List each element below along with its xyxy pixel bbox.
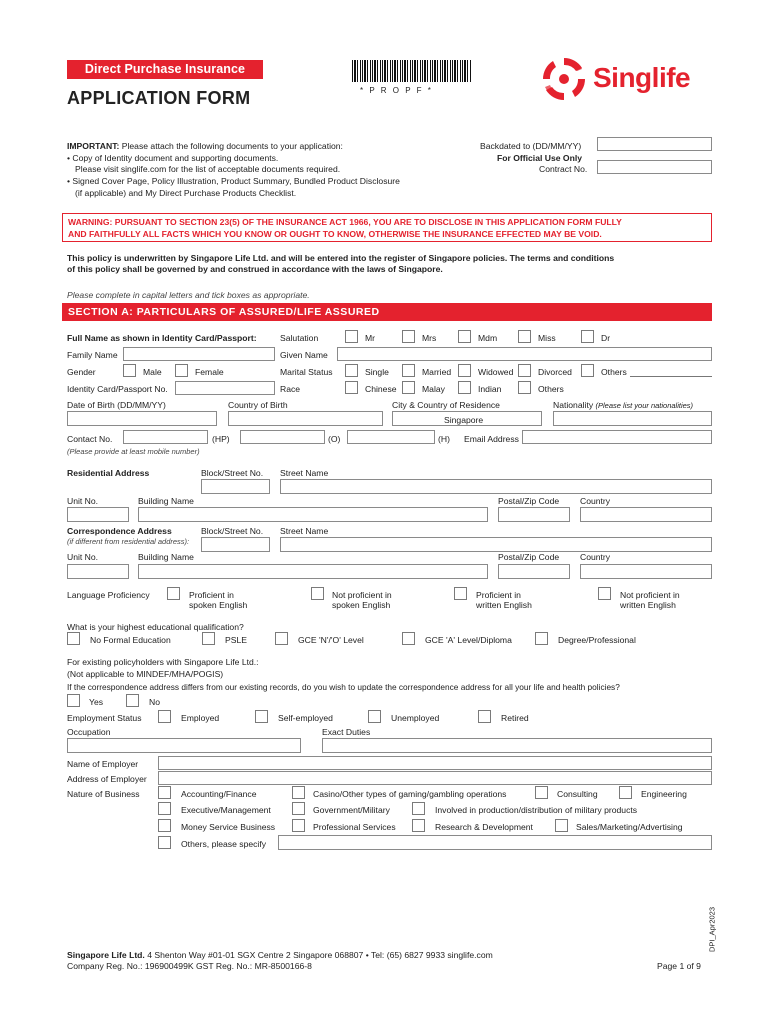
res-postal-label: Postal/Zip Code xyxy=(498,496,560,506)
footer-company-name: Singapore Life Ltd. xyxy=(67,950,145,960)
gender-female-label: Female xyxy=(195,367,224,377)
corr-building-field[interactable] xyxy=(138,564,488,579)
family-name-field[interactable] xyxy=(123,347,275,361)
full-name-label: Full Name as shown in Identity Card/Passport: xyxy=(67,333,257,343)
lang-written-proficient-b: written English xyxy=(476,600,532,610)
race-others-label: Others xyxy=(538,384,564,394)
edu-psle-label: PSLE xyxy=(225,635,247,645)
corr-postal-label: Postal/Zip Code xyxy=(498,552,560,562)
gender-label: Gender xyxy=(67,367,96,377)
family-name-label: Family Name xyxy=(67,350,118,360)
marital-single-label: Single xyxy=(365,367,389,377)
form-version-code: DPI_Apr2023 xyxy=(707,906,717,953)
important-label: IMPORTANT: xyxy=(67,141,120,151)
update-address-no-label: No xyxy=(149,697,160,707)
marital-others-line[interactable] xyxy=(630,376,712,377)
warning-line-2: AND FAITHFULLY ALL FACTS WHICH YOU KNOW OR OUGHT TO KNOW, OTHERWISE THE INSURANCE EFFECTED MAY BE VOID. xyxy=(68,229,602,239)
nb-consulting-label: Consulting xyxy=(557,789,598,799)
backdated-label: Backdated to (DD/MM/YY) xyxy=(480,141,582,151)
city-country-residence-label: City & Country of Residence xyxy=(392,400,500,410)
contact-home-field[interactable] xyxy=(347,430,435,444)
nb-casino-label: Casino/Other types of gaming/gambling operations xyxy=(313,789,507,799)
res-country-label: Country xyxy=(580,496,611,506)
race-malay-checkbox[interactable] xyxy=(402,381,415,394)
official-use-label: For Official Use Only xyxy=(497,153,583,163)
res-unit-field[interactable] xyxy=(67,507,129,522)
res-block-label: Block/Street No. xyxy=(201,468,264,478)
emp-retired-checkbox[interactable] xyxy=(478,710,491,723)
marital-divorced-checkbox[interactable] xyxy=(518,364,531,377)
important-line xyxy=(67,141,343,151)
emp-unemployed-checkbox[interactable] xyxy=(368,710,381,723)
nb-others-checkbox[interactable] xyxy=(158,836,171,849)
corr-street-field[interactable] xyxy=(280,537,712,552)
nb-sales-label: Sales/Marketing/Advertising xyxy=(576,822,683,832)
corr-building-label: Building Name xyxy=(138,552,194,562)
corr-country-label: Country xyxy=(580,552,611,562)
edu-gce-o-label: GCE 'N'/'O' Level xyxy=(298,635,364,645)
employer-address-field[interactable] xyxy=(158,771,712,785)
marital-single-checkbox[interactable] xyxy=(345,364,358,377)
page-title: APPLICATION FORM xyxy=(67,88,251,108)
res-building-label: Building Name xyxy=(138,496,194,506)
exact-duties-field[interactable] xyxy=(322,738,712,753)
nationality-field[interactable] xyxy=(553,411,712,426)
contract-no-label: Contract No. xyxy=(539,164,588,174)
nb-executive-checkbox[interactable] xyxy=(158,802,171,815)
gender-male-label: Male xyxy=(143,367,162,377)
salutation-mr-label: Mr xyxy=(365,333,376,343)
edu-gce-a-label: GCE 'A' Level/Diploma xyxy=(425,635,512,645)
residence-value: Singapore xyxy=(444,415,484,425)
lang-spoken-proficient-a: Proficient in xyxy=(189,590,234,600)
salutation-dr-label: Dr xyxy=(601,333,611,343)
race-label: Race xyxy=(280,384,301,394)
lang-written-not-proficient-b: written English xyxy=(620,600,676,610)
lang-spoken-proficient-b: spoken English xyxy=(189,600,248,610)
singlife-logo-text: Singlife xyxy=(593,62,691,93)
lang-written-proficient-checkbox[interactable] xyxy=(454,587,467,600)
edu-no-formal-label: No Formal Education xyxy=(90,635,171,645)
section-a-header: SECTION A: PARTICULARS OF ASSURED/LIFE ASSURED xyxy=(62,303,712,321)
edu-degree-label: Degree/Professional xyxy=(558,635,636,645)
emp-employed-checkbox[interactable] xyxy=(158,710,171,723)
notice-line-1: This policy is underwritten by Singapore Life Ltd. and will be entered into the register of Singapore policies. The terms and conditions xyxy=(67,253,615,263)
salutation-mdm-label: Mdm xyxy=(478,333,498,343)
important-text: Please attach the following documents to your application: xyxy=(119,141,343,151)
existing-policyholders-line-2: (Not applicable to MINDEF/MHA/POGIS) xyxy=(67,669,224,679)
nb-money-service-label: Money Service Business xyxy=(181,822,276,832)
edu-no-formal-checkbox[interactable] xyxy=(67,632,80,645)
race-indian-checkbox[interactable] xyxy=(458,381,471,394)
occupation-label: Occupation xyxy=(67,727,111,737)
salutation-miss-checkbox[interactable] xyxy=(518,330,531,343)
gender-male-checkbox[interactable] xyxy=(123,364,136,377)
salutation-mdm-checkbox[interactable] xyxy=(458,330,471,343)
corr-street-label: Street Name xyxy=(280,526,329,536)
nb-casino-checkbox[interactable] xyxy=(292,786,305,799)
existing-policyholders-question: If the correspondence address differs from our existing records, do you wish to update the correspondence address for all your life and health policies? xyxy=(67,682,620,692)
salutation-miss-label: Miss xyxy=(538,333,556,343)
nb-research-label: Research & Development xyxy=(435,822,533,832)
barcode-code: * P R O P F * xyxy=(360,86,433,95)
corr-block-field[interactable] xyxy=(201,537,270,552)
warning-line-1: WARNING: PURSUANT TO SECTION 23(5) OF THE INSURANCE ACT 1966, YOU ARE TO DISCLOSE IN THIS APPLICATION FORM FULLY xyxy=(68,217,622,227)
emp-unemployed-label: Unemployed xyxy=(391,713,440,723)
marital-married-checkbox[interactable] xyxy=(402,364,415,377)
res-street-label: Street Name xyxy=(280,468,329,478)
res-unit-label: Unit No. xyxy=(67,496,99,506)
salutation-mr-checkbox[interactable] xyxy=(345,330,358,343)
banner-direct-purchase: Direct Purchase Insurance xyxy=(67,60,263,79)
nb-money-service-checkbox[interactable] xyxy=(158,819,171,832)
res-postal-field[interactable] xyxy=(498,507,570,522)
nb-others-label: Others, please specify xyxy=(181,839,267,849)
contact-hp-field[interactable] xyxy=(123,430,208,444)
emp-employed-label: Employed xyxy=(181,713,220,723)
nationality-label xyxy=(553,400,693,411)
id-no-label: Identity Card/Passport No. xyxy=(67,384,168,394)
employer-name-field[interactable] xyxy=(158,756,712,770)
exact-duties-label: Exact Duties xyxy=(322,727,371,737)
salutation-dr-checkbox[interactable] xyxy=(581,330,594,343)
nb-others-field[interactable] xyxy=(278,835,712,850)
marital-married-label: Married xyxy=(422,367,452,377)
gender-female-checkbox[interactable] xyxy=(175,364,188,377)
update-address-yes-checkbox[interactable] xyxy=(67,694,80,707)
contact-office-label: (O) xyxy=(328,434,341,444)
employer-address-label: Address of Employer xyxy=(67,774,147,784)
emp-self-employed-label: Self-employed xyxy=(278,713,333,723)
singlife-swirl-icon xyxy=(541,56,587,102)
corr-country-field[interactable] xyxy=(580,564,712,579)
race-chinese-checkbox[interactable] xyxy=(345,381,358,394)
singlife-logo xyxy=(541,56,706,106)
edu-gce-o-checkbox[interactable] xyxy=(275,632,288,645)
marital-others-checkbox[interactable] xyxy=(581,364,594,377)
lang-spoken-proficient-checkbox[interactable] xyxy=(167,587,180,600)
corr-unit-field[interactable] xyxy=(67,564,129,579)
update-address-yes-label: Yes xyxy=(89,697,104,707)
given-name-field[interactable] xyxy=(337,347,712,361)
nb-professional-label: Professional Services xyxy=(313,822,396,832)
dob-field[interactable] xyxy=(67,411,217,426)
nb-professional-checkbox[interactable] xyxy=(292,819,305,832)
edu-gce-a-checkbox[interactable] xyxy=(402,632,415,645)
lang-spoken-not-proficient-b: spoken English xyxy=(332,600,391,610)
country-of-birth-field[interactable] xyxy=(228,411,383,426)
res-building-field[interactable] xyxy=(138,507,488,522)
race-others-checkbox[interactable] xyxy=(518,381,531,394)
nationality-text: Nationality xyxy=(553,400,594,410)
nb-military-products-label: Involved in production/distribution of military products xyxy=(435,805,638,815)
race-chinese-label: Chinese xyxy=(365,384,397,394)
res-block-field[interactable] xyxy=(201,479,270,494)
marital-status-label: Marital Status xyxy=(280,367,333,377)
nb-sales-checkbox[interactable] xyxy=(555,819,568,832)
footer-address: 4 Shenton Way #01-01 SGX Centre 2 Singapore 068807 • Tel: (65) 6827 9933 singlife.com xyxy=(144,950,493,960)
nb-engineering-label: Engineering xyxy=(641,789,687,799)
notice-line-2: of this policy shall be governed by and construed in accordance with the laws of Singapore. xyxy=(67,264,443,274)
nature-of-business-label: Nature of Business xyxy=(67,789,140,799)
barcode xyxy=(352,60,472,82)
footer-address-line xyxy=(67,950,493,960)
lang-written-proficient-a: Proficient in xyxy=(476,590,521,600)
salutation-label: Salutation xyxy=(280,333,319,343)
education-question: What is your highest educational qualification? xyxy=(67,622,244,632)
important-item-1b: Please visit singlife.com for the list of acceptable documents required. xyxy=(75,164,341,174)
salutation-mrs-label: Mrs xyxy=(422,333,437,343)
employment-status-label: Employment Status xyxy=(67,713,142,723)
emp-self-employed-checkbox[interactable] xyxy=(255,710,268,723)
language-proficiency-label: Language Proficiency xyxy=(67,590,150,600)
email-field[interactable] xyxy=(522,430,712,444)
country-of-birth-label: Country of Birth xyxy=(228,400,288,410)
corr-block-label: Block/Street No. xyxy=(201,526,264,536)
lang-written-not-proficient-checkbox[interactable] xyxy=(598,587,611,600)
contract-no-field[interactable] xyxy=(597,160,712,174)
employer-name-label: Name of Employer xyxy=(67,759,139,769)
marital-divorced-label: Divorced xyxy=(538,367,572,377)
nb-military-products-checkbox[interactable] xyxy=(412,802,425,815)
nb-consulting-checkbox[interactable] xyxy=(535,786,548,799)
lang-spoken-not-proficient-checkbox[interactable] xyxy=(311,587,324,600)
edu-degree-checkbox[interactable] xyxy=(535,632,548,645)
contact-note: (Please provide at least mobile number) xyxy=(67,447,200,456)
nb-accounting-checkbox[interactable] xyxy=(158,786,171,799)
contact-hp-label: (HP) xyxy=(212,434,230,444)
nb-engineering-checkbox[interactable] xyxy=(619,786,632,799)
lang-written-not-proficient-a: Not proficient in xyxy=(620,590,680,600)
important-item-2: • Signed Cover Page, Policy Illustration, Product Summary, Bundled Product Disclosure xyxy=(67,176,400,186)
footer-registration: Company Reg. No.: 196900499K GST Reg. No.: MR-8500166-8 xyxy=(67,961,312,971)
important-item-1: • Copy of Identity document and supporting documents. xyxy=(67,153,279,163)
lang-spoken-not-proficient-a: Not proficient in xyxy=(332,590,392,600)
backdated-field[interactable] xyxy=(597,137,712,151)
salutation-mrs-checkbox[interactable] xyxy=(402,330,415,343)
marital-widowed-checkbox[interactable] xyxy=(458,364,471,377)
residential-address-label: Residential Address xyxy=(67,468,150,478)
contact-no-label: Contact No. xyxy=(67,434,113,444)
contact-home-label: (H) xyxy=(438,434,450,444)
corr-unit-label: Unit No. xyxy=(67,552,99,562)
race-indian-label: Indian xyxy=(478,384,502,394)
marital-widowed-label: Widowed xyxy=(478,367,514,377)
nb-research-checkbox[interactable] xyxy=(412,819,425,832)
important-item-2b: (if applicable) and My Direct Purchase Products Checklist. xyxy=(75,188,297,198)
instruction: Please complete in capital letters and tick boxes as appropriate. xyxy=(67,290,310,300)
correspondence-address-label: Correspondence Address xyxy=(67,526,172,536)
corr-postal-field[interactable] xyxy=(498,564,570,579)
warning-box xyxy=(62,213,712,242)
contact-office-field[interactable] xyxy=(240,430,325,444)
given-name-label: Given Name xyxy=(280,350,328,360)
nb-executive-label: Executive/Management xyxy=(181,805,271,815)
res-country-field[interactable] xyxy=(580,507,712,522)
dob-label: Date of Birth (DD/MM/YY) xyxy=(67,400,166,410)
occupation-field[interactable] xyxy=(67,738,301,753)
nb-government-label: Government/Military xyxy=(313,805,390,815)
nb-accounting-label: Accounting/Finance xyxy=(181,789,257,799)
race-malay-label: Malay xyxy=(422,384,445,394)
existing-policyholders-line-1: For existing policyholders with Singapore Life Ltd.: xyxy=(67,657,259,667)
update-address-no-checkbox[interactable] xyxy=(126,694,139,707)
id-no-field[interactable] xyxy=(175,381,275,395)
email-label: Email Address xyxy=(464,434,519,444)
emp-retired-label: Retired xyxy=(501,713,529,723)
edu-psle-checkbox[interactable] xyxy=(202,632,215,645)
correspondence-note: (if different from residential address): xyxy=(67,537,190,546)
res-street-field[interactable] xyxy=(280,479,712,494)
page-number: Page 1 of 9 xyxy=(657,961,701,971)
nationality-note: (Please list your nationalities) xyxy=(595,401,694,410)
marital-others-label: Others xyxy=(601,367,627,377)
nb-government-checkbox[interactable] xyxy=(292,802,305,815)
